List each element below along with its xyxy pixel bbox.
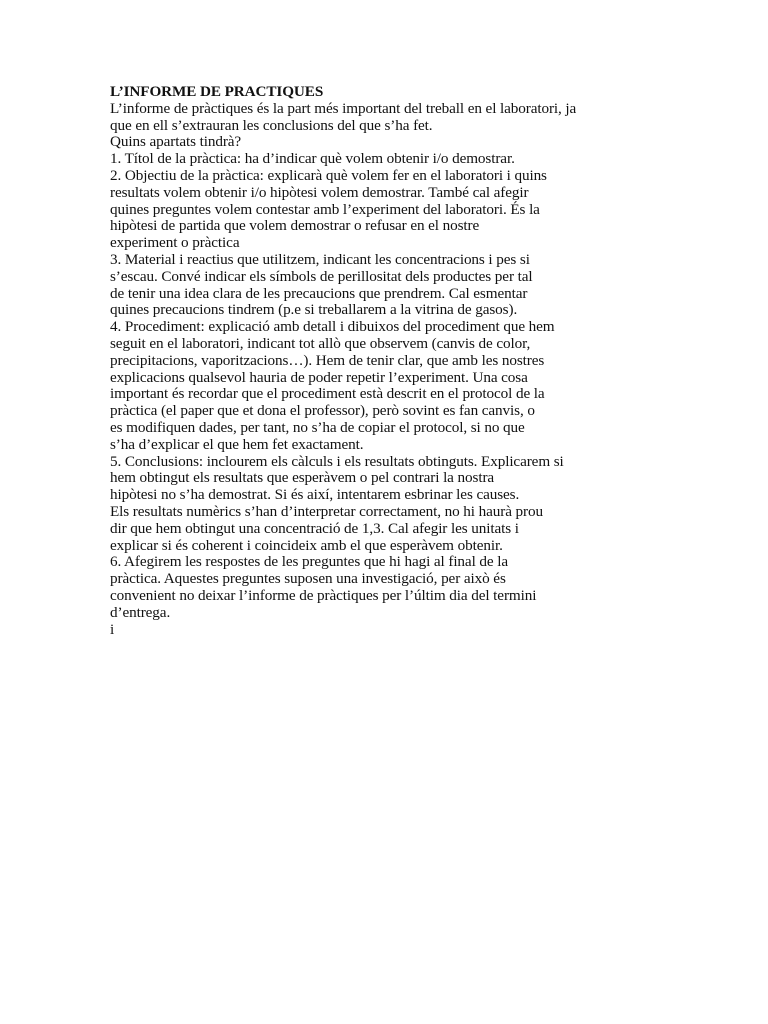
text-line: L’informe de pràctiques és la part més important del treball en el laboratori, ja — [110, 99, 577, 117]
text-line: seguit en el laboratori, indicant tot allò que observem (canvis de color, — [110, 334, 531, 352]
text-line: 5. Conclusions: inclourem els càlculs i els resultats obtinguts. Explicarem si — [110, 452, 564, 470]
text-line: explicacions qualsevol hauria de poder repetir l’experiment. Una cosa — [110, 368, 528, 386]
text-line: s’ha d’explicar el que hem fet exactament. — [110, 435, 364, 453]
text-line: experiment o pràctica — [110, 234, 240, 252]
text-line: 4. Procediment: explicació amb detall i dibuixos del procediment que hem — [110, 318, 555, 336]
text-line: s’escau. Convé indicar els símbols de perillositat dels productes per tal — [110, 267, 533, 285]
text-line: quines precaucions tindrem (p.e si treballarem a la vitrina de gasos). — [110, 301, 518, 319]
text-line: quines preguntes volem contestar amb l’experiment del laboratori. És la — [110, 200, 540, 218]
text-line: i — [110, 620, 115, 638]
text-line: que en ell s’extrauran les conclusions del que s’ha fet. — [110, 116, 433, 134]
text-line: resultats volem obtenir i/o hipòtesi volem demostrar. També cal afegir — [110, 183, 529, 201]
text-line: 2. Objectiu de la pràctica: explicarà què volem fer en el laboratori i quins — [110, 166, 547, 184]
text-line: hem obtingut els resultats que esperàvem o pel contrari la nostra — [110, 469, 495, 487]
document-title: L’INFORME DE PRACTIQUES — [110, 83, 324, 100]
text-line: 1. Títol de la pràctica: ha d’indicar què volem obtenir i/o demostrar. — [110, 150, 515, 168]
text-line: hipòtesi no s’ha demostrat. Si és així, intentarem esbrinar les causes. — [110, 486, 520, 504]
text-line: precipitacions, vaporitzacions…). Hem de tenir clar, que amb les nostres — [110, 351, 545, 369]
text-line: explicar si és coherent i coincideix amb el que esperàvem obtenir. — [110, 536, 503, 554]
text-line: pràctica. Aquestes preguntes suposen una investigació, per això és — [110, 570, 506, 588]
text-line: Els resultats numèrics s’han d’interpretar correctament, no hi haurà prou — [110, 502, 543, 520]
text-line: d’entrega. — [110, 603, 171, 621]
document-text — [110, 101, 730, 639]
text-line: pràctica (el paper que et dona el professor), però sovint es fan canvis, o — [110, 402, 535, 420]
text-line: important és recordar que el procediment està descrit en el protocol de la — [110, 385, 545, 403]
text-line: es modifiquen dades, per tant, no s’ha de copiar el protocol, si no que — [110, 418, 525, 436]
text-line: Quins apartats tindrà? — [110, 133, 242, 151]
text-line: de tenir una idea clara de les precaucions que prendrem. Cal esmentar — [110, 284, 528, 302]
text-line: hipòtesi de partida que volem demostrar o refusar en el nostre — [110, 217, 480, 235]
text-line: convenient no deixar l’informe de pràctiques per l’últim dia del termini — [110, 586, 537, 604]
text-line: dir que hem obtingut una concentració de 1,3. Cal afegir les unitats i — [110, 519, 519, 537]
text-line: 3. Material i reactius que utilitzem, indicant les concentracions i pes si — [110, 250, 530, 268]
document-body — [110, 84, 730, 638]
text-line: 6. Afegirem les respostes de les preguntes que hi hagi al final de la — [110, 553, 508, 571]
